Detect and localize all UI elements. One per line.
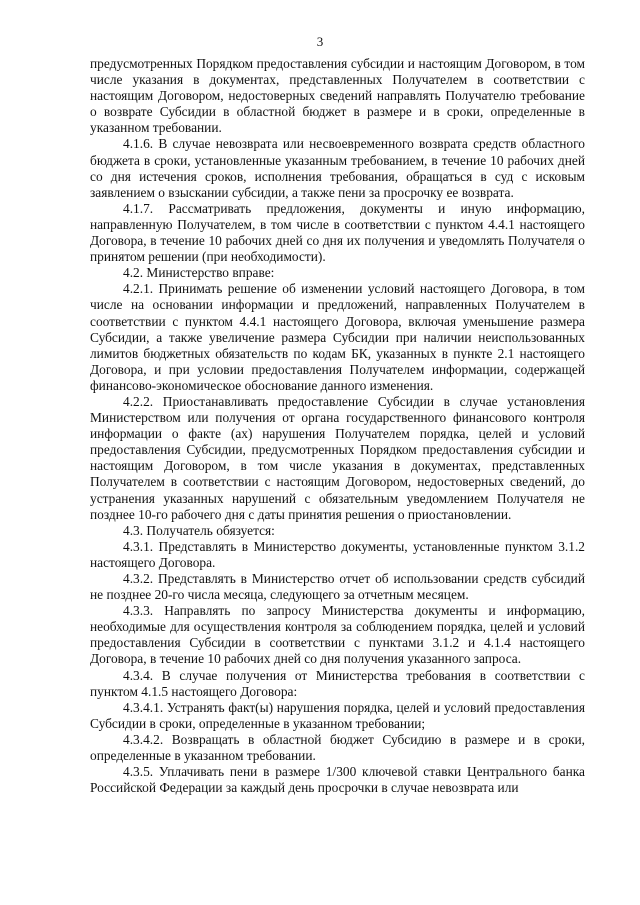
- paragraph-4-3-4-1: 4.3.4.1. Устранять факт(ы) нарушения порядка, целей и условий предоставления Субсидии в сроки, определенные в указанном требовании;: [90, 699, 585, 731]
- paragraph-continuation: предусмотренных Порядком предоставления субсидии и настоящим Договором, в том числе указания в документах, представленных Получателем в соответствии с настоящим Договором, недостоверных сведений направлять Получателю требование о возврате Субсидии в областной бюджет в размере и в сроки, определенные в указанном требовании.: [90, 56, 585, 136]
- paragraph-4-3-1: 4.3.1. Представлять в Министерство документы, установленные пунктом 3.1.2 настоящего Договора.: [90, 538, 585, 570]
- paragraph-4-3-3: 4.3.3. Направлять по запросу Министерства документы и информацию, необходимые для осуществления контроля за соблюдением порядка, целей и условий предоставления Субсидии в соответствии с пунктами 3.1.2 и 4.1.4 настоящего Договора, в течение 10 рабочих дней со дня получения указанного запроса.: [90, 603, 585, 667]
- paragraph-4-1-7: 4.1.7. Рассматривать предложения, документы и иную информацию, направленную Получателем, в том числе в соответствии с пунктом 4.4.1 настоящего Договора, в течение 10 рабочих дней со дня их получения и уведомлять Получателя о принятом решении (при необходимости).: [90, 200, 585, 265]
- paragraph-4-1-6: 4.1.6. В случае невозврата или несвоевременного возврата средств областного бюджета в сроки, установленные указанным требованием, в течение 10 рабочих дней со дня истечения сроков, исполнения требования, обращаться в суд с исковым заявлением о взыскании субсидии, а также пени за просрочку ее возврата.: [90, 136, 585, 200]
- paragraph-4-2-1: 4.2.1. Принимать решение об изменении условий настоящего Договора, в том числе на основании информации и предложений, направленных Получателем в соответствии с пунктом 4.4.1 настоящего Договора, включая уменьшение размера Субсидии, а также увеличение размера Субсидии при наличии неиспользованных лимитов бюджетных обязательств по кодам БК, указанных в пункте 2.1 настоящего Договора, и при условии предоставления Получателем информации, содержащей финансово-экономическое обоснование данного изменения.: [90, 281, 585, 393]
- paragraph-4-2-2: 4.2.2. Приостанавливать предоставление Субсидии в случае установления Министерством или получения от органа государственного финансового контроля информации о факте (ах) нарушения Получателем порядка, целей и условий предоставления Субсидии, предусмотренных Порядком предоставления субсидии и настоящим Договором, в том числе указания в документах, представленных Получателем в соответствии с настоящим Договором, недостоверных сведений, до устранения указанных нарушений с обязательным уведомлением Получателя не позднее 10-го рабочего дня с даты принятия решения о приостановлении.: [90, 393, 585, 522]
- page-number: 3: [316, 34, 324, 49]
- paragraph-4-3-4-2: 4.3.4.2. Возвращать в областной бюджет Субсидию в размере и в сроки, определенные в указанном требовании.: [90, 731, 585, 764]
- paragraph-4-3: 4.3. Получатель обязуется:: [123, 522, 275, 538]
- paragraph-4-3-2: 4.3.2. Представлять в Министерство отчет об использовании средств субсидий не позднее 20-го числа месяца, следующего за отчетным месяцем.: [90, 571, 585, 603]
- paragraph-4-2: 4.2. Министерство вправе:: [123, 265, 275, 281]
- paragraph-4-3-4: 4.3.4. В случае получения от Министерства требования в соответствии с пунктом 4.1.5 настоящего Договора:: [90, 667, 585, 699]
- document-body: [90, 56, 585, 796]
- paragraph-4-3-5: 4.3.5. Уплачивать пени в размере 1/300 ключевой ставки Центрального банка Российской Федерации за каждый день просрочки в случае невозврата или: [90, 764, 585, 796]
